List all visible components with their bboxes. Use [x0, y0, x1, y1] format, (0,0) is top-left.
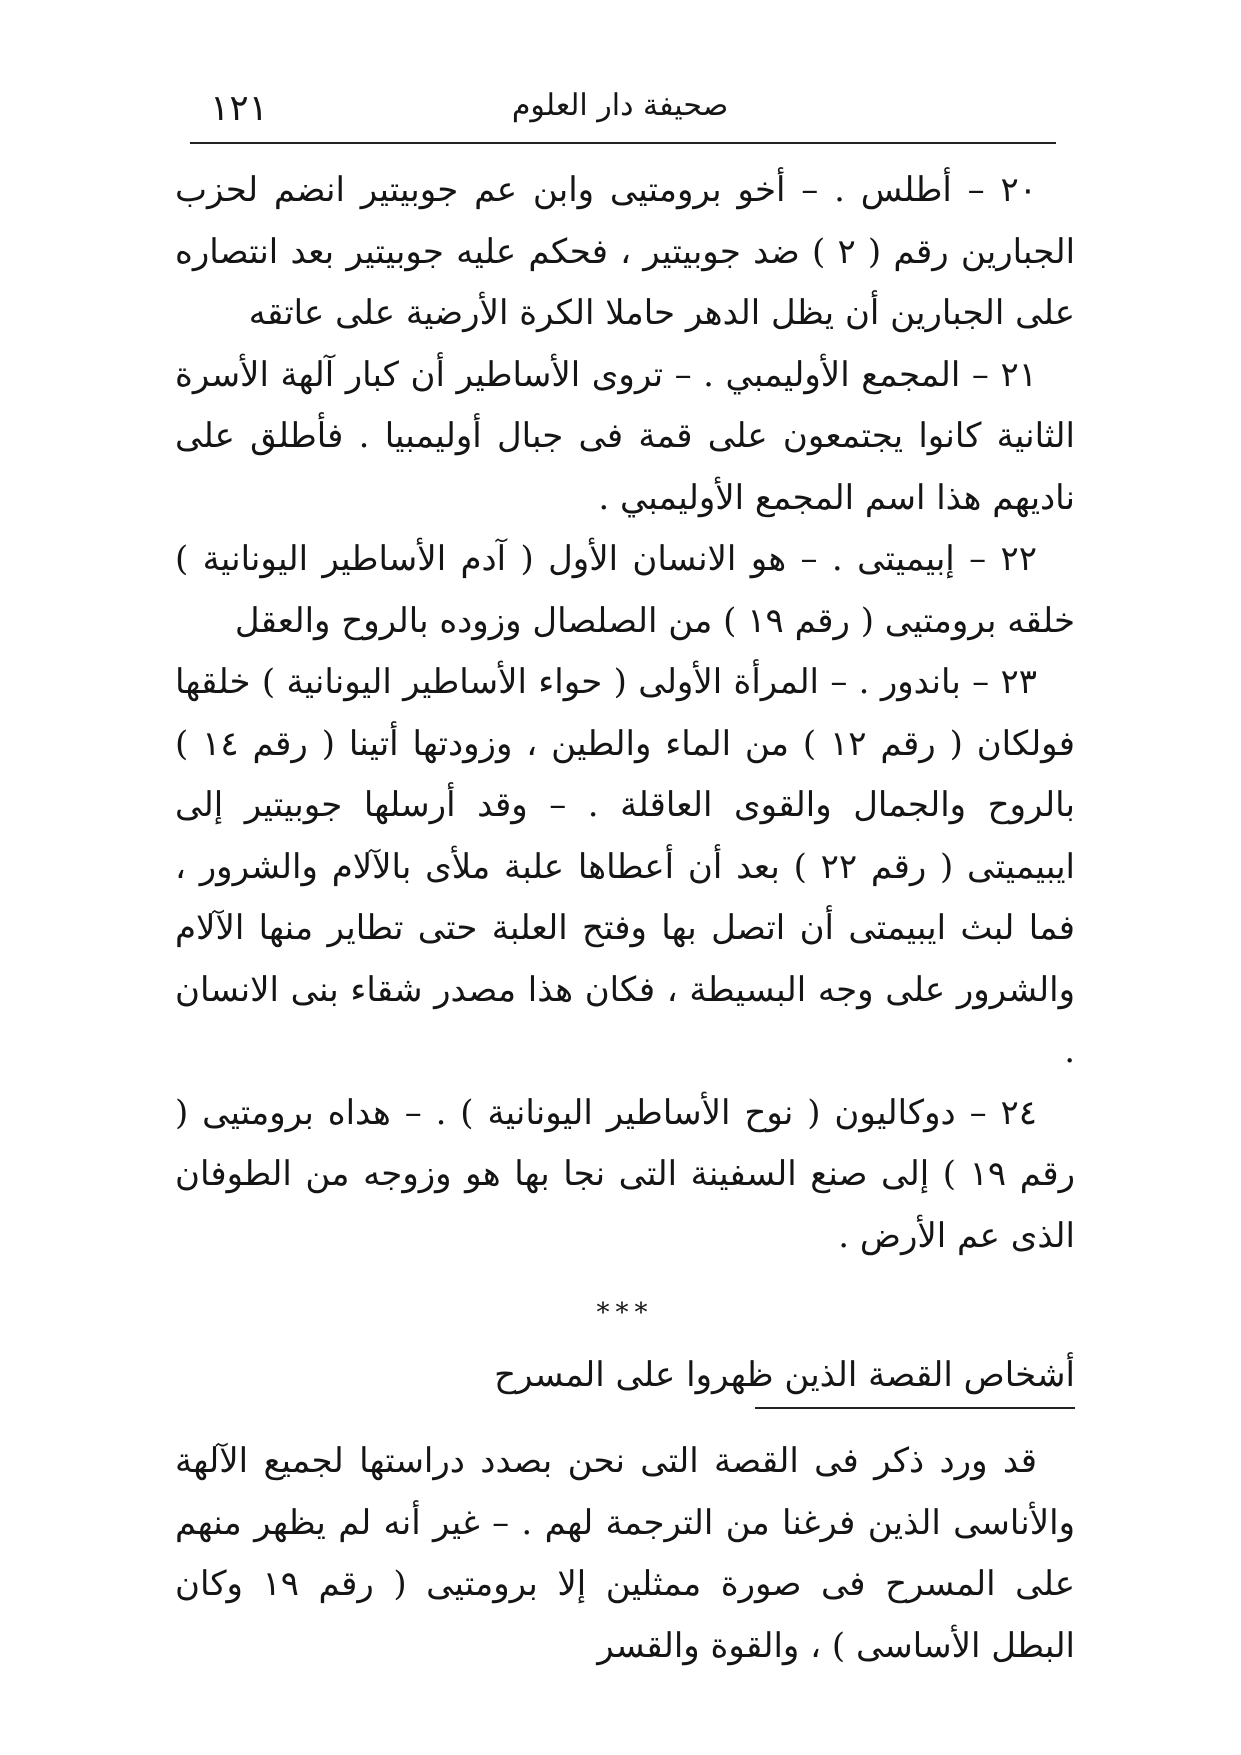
section-heading-rule [755, 1407, 1075, 1409]
section-heading: أشخاص القصة الذين ظهروا على المسرح [494, 1355, 1075, 1395]
section-heading-block [175, 1345, 1075, 1425]
entry-paragraph-21: ٢١ – المجمع الأوليمبي . – تروى الأساطير أن كبار آلهة الأسرة الثانية كانوا يجتمعون على قمة فى جبال أوليمبيا . فأطلق على ناديهم هذا اسم المجمع الأوليمبي . [175, 354, 1075, 518]
section-paragraph: قد ورد ذكر فى القصة التى نحن بصدد دراستها لجميع الآلهة والأناسى الذين فرغنا من الترجمة لهم . – غير أنه لم يظهر منهم على المسرح فى صورة ممثلين إلا برومتيى ( رقم ١٩ وكان البطل الأساسى ) ، والقوة والقسر [175, 1441, 1075, 1666]
journal-title: صحيفة دار العلوم [511, 88, 729, 123]
page-number: ١٢١ [210, 88, 269, 129]
entry-paragraph-24: ٢٤ – دوكاليون ( نوح الأساطير اليونانية ) . – هداه برومتيى ( رقم ١٩ ) إلى صنع السفينة التى نجا بها هو وزوجه من الطوفان الذى عم الأرض . [175, 1092, 1076, 1256]
page-body [175, 160, 1075, 1677]
header-rule [190, 142, 1056, 144]
entry-paragraph-20: ٢٠ – أطلس . – أخو برومتيى وابن عم جوبيتير انضم لحزب الجبارين رقم ( ٢ ) ضد جوبيتير ، فحكم عليه جوبيتير بعد انتصاره على الجبارين أن يظل الدهر حاملا الكرة الأرضية على عاتقه [175, 170, 1076, 333]
page-header [180, 84, 1060, 144]
entry-paragraph-23: ٢٣ – باندور . – المرأة الأولى ( حواء الأساطير اليونانية ) خلقها فولكان ( رقم ١٢ ) من الماء والطين ، وزودتها أتينا ( رقم ١٤ ) بالروح والجمال والقوى العاقلة . – وقد أرسلها جوبيتير إلى ايبيميتى ( رقم ٢٢ ) بعد أن أعطاها علبة ملأى بالآلام والشرور ، فما لبث ايبيمتى أن اتصل بها وفتح العلبة حتى تطاير منها الآلام والشرور على وجه البسيطة ، فكان هذا مصدر شقاء بنى الانسان . [175, 662, 1076, 1071]
section-divider: *** [596, 1298, 654, 1328]
entry-paragraph-22: ٢٢ – إبيميتى . – هو الانسان الأول ( آدم الأساطير اليونانية ) خلقه برومتيى ( رقم ١٩ ) من الصلصال وزوده بالروح والعقل [175, 539, 1075, 641]
